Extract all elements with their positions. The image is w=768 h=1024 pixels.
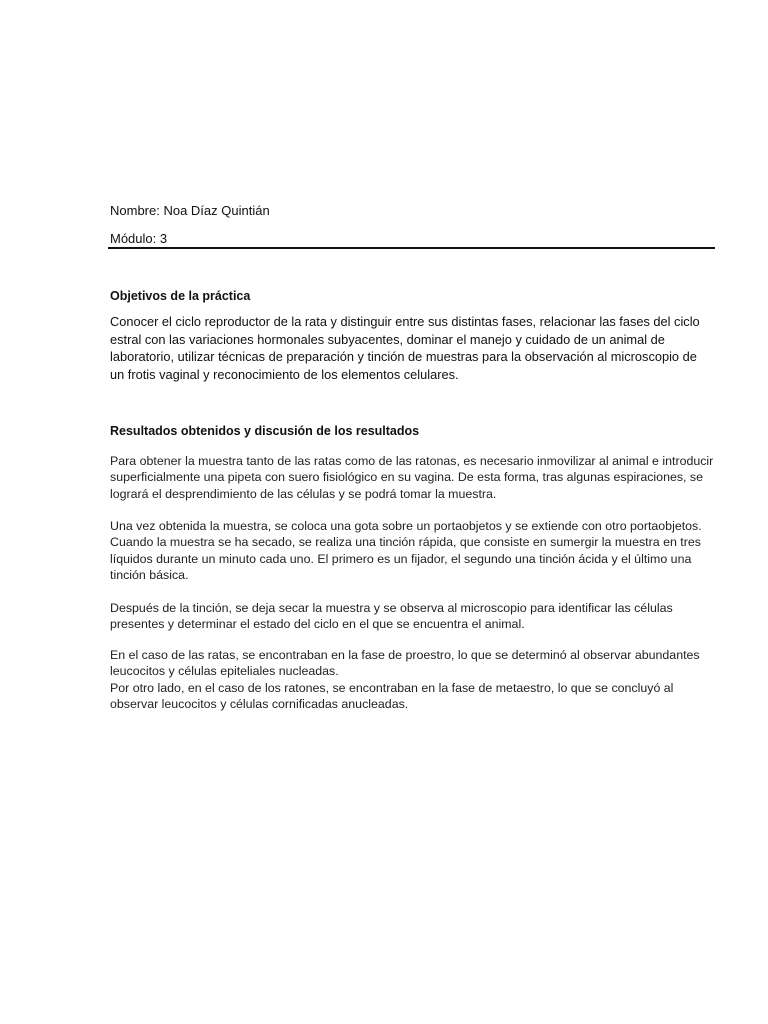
results-paragraph-2: Una vez obtenida la muestra, se coloca una gota sobre un portaobjetos y se extiende con otro portaobjetos. Cuando la muestra se ha secado, se realiza una tinción rápida, que consiste en sumergir la muestra en tres líquidos durante un minuto cada uno. El primero es un fijador, el segundo una tinción ácida y el último una tinción básica. bbox=[110, 519, 702, 582]
results-paragraph-1: Para obtener la muestra tanto de las ratas como de las ratonas, es necesario inmovilizar al animal e introducir superficialmente una pipeta con suero fisiológico en su vagina. De esta forma, tras algunas espiraciones, se logrará el desprendimiento de las células y se podrá tomar la muestra. bbox=[110, 454, 714, 501]
results-paragraph-4: En el caso de las ratas, se encontraban en la fase de proestro, lo que se determinó al observar abundantes leucocitos y células epiteliales nucleadas. bbox=[110, 648, 700, 679]
results-heading: Resultados obtenidos y discusión de los resultados bbox=[110, 424, 420, 438]
objectives-paragraph: Conocer el ciclo reproductor de la rata y distinguir entre sus distintas fases, relacionar las fases del ciclo estral con las variaciones hormonales subyacentes, dominar el manejo y cuidado de un animal de laboratorio, utilizar técnicas de preparación y tinción de muestras para la observación al microscopio de un frotis vaginal y reconocimiento de los elementos celulares. bbox=[110, 314, 700, 383]
module-number: Módulo: 3 bbox=[110, 231, 168, 246]
student-name: Nombre: Noa Díaz Quintián bbox=[110, 203, 270, 218]
results-paragraph-3: Después de la tinción, se deja secar la muestra y se observa al microscopio para identificar las células presentes y determinar el estado del ciclo en el que se encuentra el animal. bbox=[110, 601, 673, 632]
results-paragraph-5: Por otro lado, en el caso de los ratones, se encontraban en la fase de metaestro, lo que se concluyó al observar leucocitos y células cornificadas anucleadas. bbox=[110, 681, 674, 712]
objectives-heading: Objetivos de la práctica bbox=[110, 289, 251, 303]
header-divider bbox=[108, 247, 715, 249]
